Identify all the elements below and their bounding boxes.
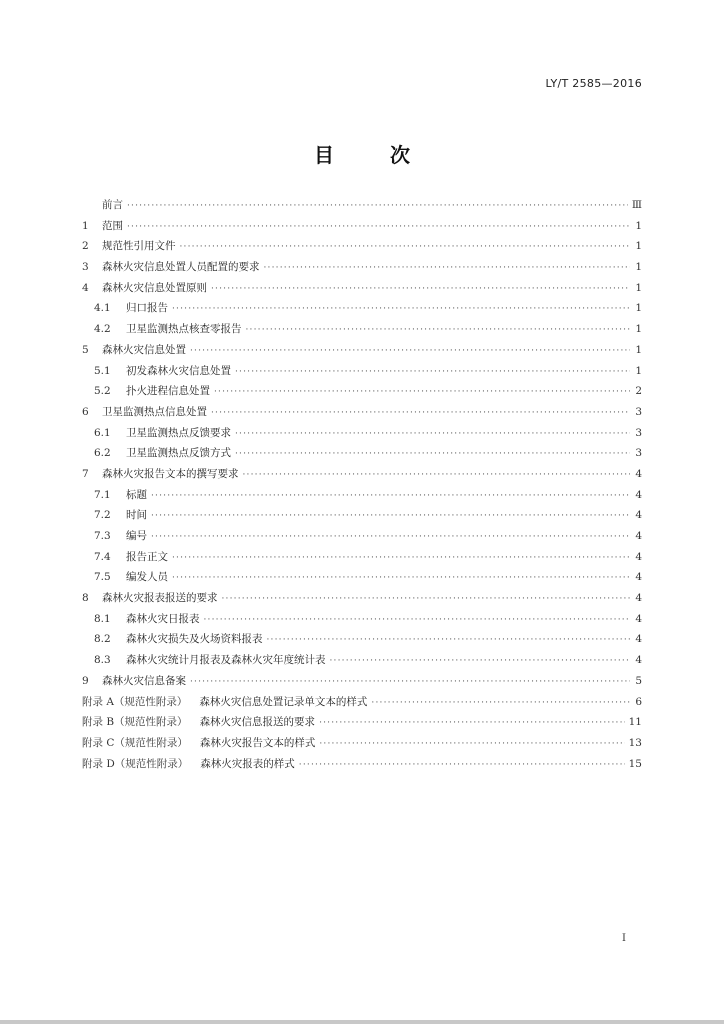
toc-leader-dots [204,615,631,625]
toc-entry-page: 3 [635,447,642,460]
toc-leader-dots [319,739,624,749]
toc-entry-number: 7.1 [94,488,111,501]
toc-entry-number: 4.1 [94,302,111,315]
toc-entry-title: 前言 [102,199,123,211]
toc-leader-dots [172,304,630,314]
toc-entry[interactable] [82,280,642,301]
toc-entry-number: 8.3 [94,654,111,667]
toc-entry-page: 4 [635,633,642,646]
bottom-edge [0,1020,724,1024]
toc-entry-title: 编号 [126,530,147,542]
toc-leader-dots [190,346,630,356]
toc-leader-dots [243,470,631,480]
toc-entry-number: 7.3 [94,530,111,542]
toc-entry-title: 森林火灾信息处置记录单文本的样式 [199,695,368,708]
standard-code: LY/T 2585—2016 [545,77,642,90]
toc-entry-title: 森林火灾报告文本的样式 [199,736,316,749]
toc-entry-page: 4 [635,530,642,542]
toc-entry[interactable] [82,673,642,694]
toc-entry-title: 森林火灾报表报送的要求 [102,592,218,605]
toc-leader-dots [172,553,630,563]
toc-entry[interactable] [82,487,642,508]
toc-entry-page: 11 [628,716,642,729]
toc-leader-dots [211,408,630,418]
toc-entry[interactable] [82,528,642,549]
table-of-contents [82,197,642,776]
toc-entry-title: 森林火灾信息报送的要求 [199,716,316,729]
toc-leader-dots [246,325,631,335]
toc-entry-title: 森林火灾日报表 [126,612,200,625]
toc-entry[interactable] [82,445,642,466]
toc-entry-page: 4 [635,467,642,480]
toc-leader-dots [151,511,630,521]
toc-entry-number: 附录 D（规范性附录） [82,757,189,770]
toc-entry-title: 归口报告 [126,302,168,315]
toc-entry-title: 卫星监测热点反馈方式 [126,447,231,460]
toc-leader-dots [235,429,630,439]
toc-entry[interactable] [82,569,642,590]
toc-entry[interactable] [82,590,642,611]
toc-entry[interactable] [82,404,642,425]
toc-entry-number: 7.5 [94,571,111,584]
toc-entry-title: 报告正文 [126,550,168,563]
toc-entry-number: 4.2 [94,323,111,336]
toc-entry[interactable] [82,363,642,384]
toc-entry-title: 森林火灾信息处置原则 [102,281,207,294]
toc-entry-page: 4 [635,488,642,501]
toc-entry-title: 森林火灾信息处置人员配置的要求 [102,261,260,274]
toc-leader-dots [151,491,630,501]
toc-entry-number: 7.4 [94,550,111,563]
toc-entry[interactable] [82,631,642,652]
toc-leader-dots [172,573,630,583]
toc-entry-number: 8.1 [94,612,111,625]
toc-entry-title: 卫星监测热点反馈要求 [126,426,231,439]
toc-leader-dots [264,263,631,273]
toc-entry-number: 2 [82,240,89,253]
toc-entry-number: 附录 B（规范性附录） [82,716,188,729]
toc-entry-page: Ⅲ [631,199,642,211]
toc-leader-dots [180,242,631,252]
toc-entry-page: 3 [635,405,642,418]
toc-entry[interactable] [82,238,642,259]
toc-entry[interactable] [82,425,642,446]
toc-entry[interactable] [82,259,642,280]
toc-entry-title: 初发森林火灾信息处置 [126,364,231,377]
toc-leader-dots [299,760,625,770]
toc-entry-page: 4 [635,550,642,563]
page-title: 目 次 [314,143,428,167]
toc-entry-title: 森林火灾信息备案 [102,674,186,687]
toc-leader-dots [211,284,630,294]
toc-entry-page: 4 [635,592,642,605]
toc-entry-page: 3 [635,426,642,439]
toc-entry[interactable] [82,507,642,528]
toc-entry[interactable] [82,694,642,715]
toc-entry-number: 5.1 [94,364,111,377]
toc-entry[interactable] [82,466,642,487]
toc-entry-title: 森林火灾报表的样式 [200,757,295,770]
toc-entry-page: 13 [628,736,642,749]
toc-entry-number: 9 [82,674,89,687]
toc-entry[interactable] [82,218,642,239]
toc-leader-dots [127,222,630,232]
toc-entry[interactable] [82,383,642,404]
toc-entry[interactable] [82,321,642,342]
toc-entry-page: 1 [635,240,642,253]
toc-entry-number: 8.2 [94,633,111,646]
toc-entry-title: 规范性引用文件 [102,240,176,253]
toc-entry-page: 1 [635,364,642,377]
toc-entry-number: 5.2 [94,385,111,398]
toc-leader-dots [235,367,630,377]
toc-entry[interactable] [82,300,642,321]
toc-entry-page: 4 [635,571,642,584]
toc-entry-number: 6 [82,405,89,418]
toc-leader-dots [235,449,630,459]
toc-entry-page: 5 [635,674,642,687]
toc-leader-dots [330,656,631,666]
toc-leader-dots [319,718,625,728]
toc-leader-dots [214,387,630,397]
toc-entry-title: 卫星监测热点核查零报告 [126,323,242,336]
toc-entry-page: 1 [635,323,642,336]
toc-entry-page: 4 [635,612,642,625]
toc-entry[interactable] [82,652,642,673]
toc-entry-number: 7 [82,467,89,480]
toc-entry-title: 编发人员 [126,571,168,584]
toc-entry-page: 2 [635,385,642,398]
toc-entry-number: 5 [82,343,89,356]
toc-entry-number: 7.2 [94,509,111,522]
toc-entry[interactable] [82,549,642,570]
toc-entry-page: 1 [635,219,642,232]
toc-leader-dots [190,677,630,687]
toc-entry-number: 6.1 [94,426,111,439]
toc-entry-number: 附录 C（规范性附录） [82,736,188,749]
toc-entry-title: 范围 [102,219,123,232]
toc-entry-title: 扑火进程信息处置 [126,385,210,398]
toc-entry-title: 标题 [126,488,147,501]
toc-entry-title: 时间 [126,509,147,522]
toc-entry-title: 森林火灾报告文本的撰写要求 [102,467,239,480]
toc-entry[interactable] [82,342,642,363]
toc-entry-number: 6.2 [94,447,111,460]
toc-entry-title: 森林火灾损失及火场资料报表 [126,633,263,646]
toc-entry-number: 附录 A（规范性附录） [82,695,188,708]
toc-entry-number: 4 [82,281,89,294]
toc-entry-title: 卫星监测热点信息处置 [102,405,207,418]
toc-entry[interactable] [82,197,642,218]
toc-entry-number: 1 [82,219,89,232]
toc-leader-dots [151,532,630,542]
toc-entry-page: 4 [635,509,642,522]
toc-leader-dots [222,594,631,604]
toc-entry-title: 森林火灾信息处置 [102,343,186,356]
toc-leader-dots [371,698,630,708]
toc-leader-dots [267,635,631,645]
toc-entry-page: 6 [635,695,642,708]
toc-entry[interactable] [82,714,642,735]
toc-entry-page: 4 [635,654,642,667]
toc-entry[interactable] [82,756,642,777]
toc-entry-number: 8 [82,592,89,605]
toc-entry-title: 森林火灾统计月报表及森林火灾年度统计表 [126,654,326,667]
toc-entry[interactable] [82,735,642,756]
toc-entry-number: 3 [82,261,89,274]
toc-entry-page: 1 [635,302,642,315]
toc-leader-dots [127,201,628,211]
toc-entry-page: 1 [635,261,642,274]
toc-entry-page: 15 [628,757,642,770]
toc-entry-page: 1 [635,281,642,294]
toc-entry[interactable] [82,611,642,632]
page-number: Ⅰ [622,933,626,944]
toc-entry-page: 1 [635,343,642,356]
